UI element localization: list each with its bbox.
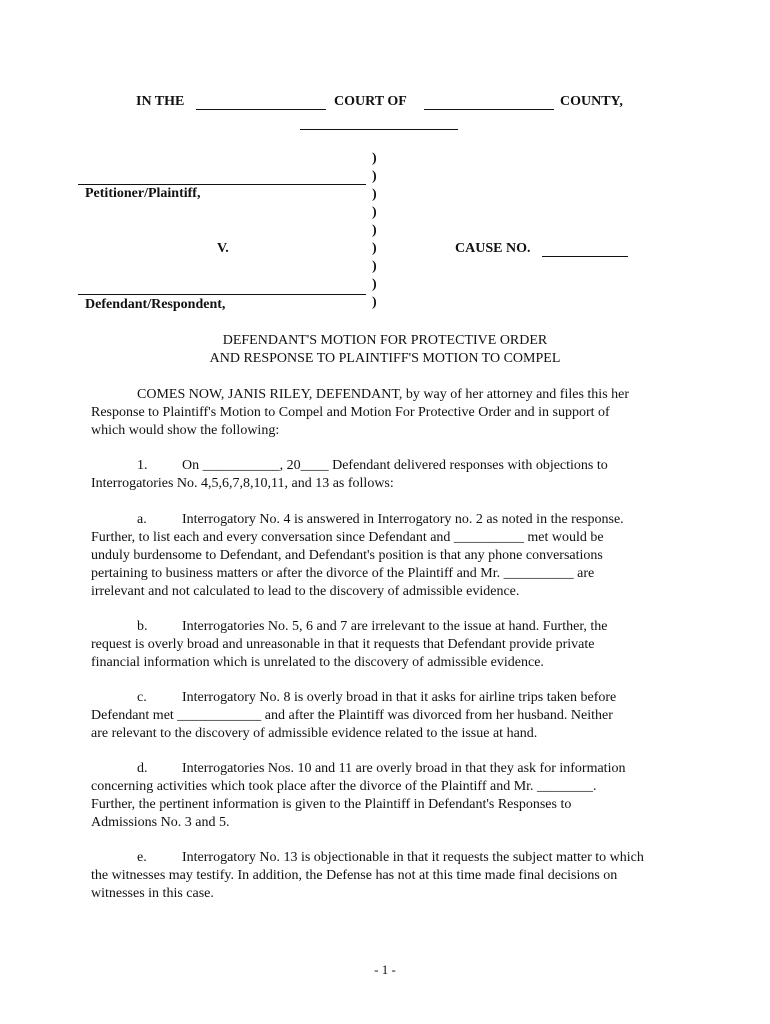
- item-line: Interrogatory No. 8 is overly broad in that it asks for airline trips taken before: [182, 690, 617, 705]
- page-number: - 1 -: [374, 962, 396, 977]
- intro-line: COMES NOW, JANIS RILEY, DEFENDANT, by way of her attorney and files this her: [137, 387, 630, 402]
- item-label: c.: [137, 690, 147, 705]
- item-a-paragraph: [91, 511, 691, 601]
- caption-paren: ): [372, 295, 377, 310]
- petitioner-name-blank: [78, 184, 366, 185]
- item-line: Further, to list each and every conversation since Defendant and __________ met would be: [91, 530, 604, 545]
- caption-paren: ): [372, 277, 377, 292]
- item-line: pertaining to business matters or after the divorce of the Plaintiff and Mr. __________ are: [91, 566, 595, 581]
- caption-paren: ): [372, 241, 377, 256]
- item-label: d.: [137, 761, 148, 776]
- caption-paren: ): [372, 259, 377, 274]
- item-line: Interrogatory No. 13 is objectionable in that it requests the subject matter to which: [182, 850, 644, 865]
- item-d-paragraph: [91, 760, 691, 832]
- cause-no-label: CAUSE NO.: [455, 241, 531, 256]
- item-line: the witnesses may testify. In addition, the Defense has not at this time made final decisions on: [91, 868, 618, 883]
- motion-title-line2: AND RESPONSE TO PLAINTIFF'S MOTION TO COMPEL: [209, 351, 561, 366]
- intro-paragraph: [91, 386, 691, 440]
- caption-paren: ): [372, 187, 377, 202]
- item-line: concerning activities which took place after the divorce of the Plaintiff and Mr. ________.: [91, 779, 597, 794]
- county-name-blank: [424, 109, 554, 110]
- item-line: unduly burdensome to Defendant, and Defendant's position is that any phone conversations: [91, 548, 603, 563]
- versus-label: V.: [217, 241, 229, 256]
- motion-title-line1: DEFENDANT'S MOTION FOR PROTECTIVE ORDER: [222, 333, 548, 348]
- item-line: are relevant to the discovery of admissible evidence related to the issue at hand.: [91, 726, 538, 741]
- court-name-blank: [196, 109, 326, 110]
- in-the-label: IN THE: [136, 94, 185, 109]
- cause-no-blank: [542, 256, 628, 257]
- item-line: Interrogatories No. 4,5,6,7,8,10,11, and 13 as follows:: [91, 476, 394, 491]
- caption-paren: ): [372, 151, 377, 166]
- item-b-paragraph: [91, 618, 691, 672]
- court-of-label: COURT OF: [334, 94, 407, 109]
- item-e-paragraph: [91, 849, 691, 903]
- county-label: COUNTY,: [560, 94, 623, 109]
- state-blank: [300, 129, 458, 130]
- item-label: b.: [137, 619, 148, 634]
- intro-line: which would show the following:: [91, 423, 280, 438]
- caption-paren: ): [372, 169, 377, 184]
- caption-paren: ): [372, 205, 377, 220]
- item-line: Interrogatories No. 5, 6 and 7 are irrelevant to the issue at hand. Further, the: [182, 619, 608, 634]
- item-line: Interrogatories Nos. 10 and 11 are overly broad in that they ask for information: [182, 761, 626, 776]
- item-c-paragraph: [91, 689, 691, 743]
- item-line: request is overly broad and unreasonable in that it requests that Defendant provide private: [91, 637, 595, 652]
- item-line: On ___________, 20____ Defendant delivered responses with objections to: [182, 458, 608, 473]
- item-label: e.: [137, 850, 147, 865]
- item-line: financial information which is unrelated to the discovery of admissible evidence.: [91, 655, 544, 670]
- caption-paren: ): [372, 223, 377, 238]
- item-label: a.: [137, 512, 147, 527]
- item-label: 1.: [137, 458, 148, 473]
- item-line: Further, the pertinent information is given to the Plaintiff in Defendant's Responses to: [91, 797, 572, 812]
- intro-line: Response to Plaintiff's Motion to Compel and Motion For Protective Order and in support of: [91, 405, 610, 420]
- defendant-name-blank: [78, 294, 366, 295]
- defendant-label: Defendant/Respondent,: [85, 297, 226, 312]
- item-1-paragraph: [91, 457, 691, 493]
- item-line: irrelevant and not calculated to lead to the discovery of admissible evidence.: [91, 584, 520, 599]
- item-line: witnesses in this case.: [91, 886, 214, 901]
- item-line: Defendant met ____________ and after the Plaintiff was divorced from her husband. Neither: [91, 708, 613, 723]
- petitioner-label: Petitioner/Plaintiff,: [85, 186, 201, 201]
- item-line: Admissions No. 3 and 5.: [91, 815, 230, 830]
- item-line: Interrogatory No. 4 is answered in Interrogatory no. 2 as noted in the response.: [182, 512, 624, 527]
